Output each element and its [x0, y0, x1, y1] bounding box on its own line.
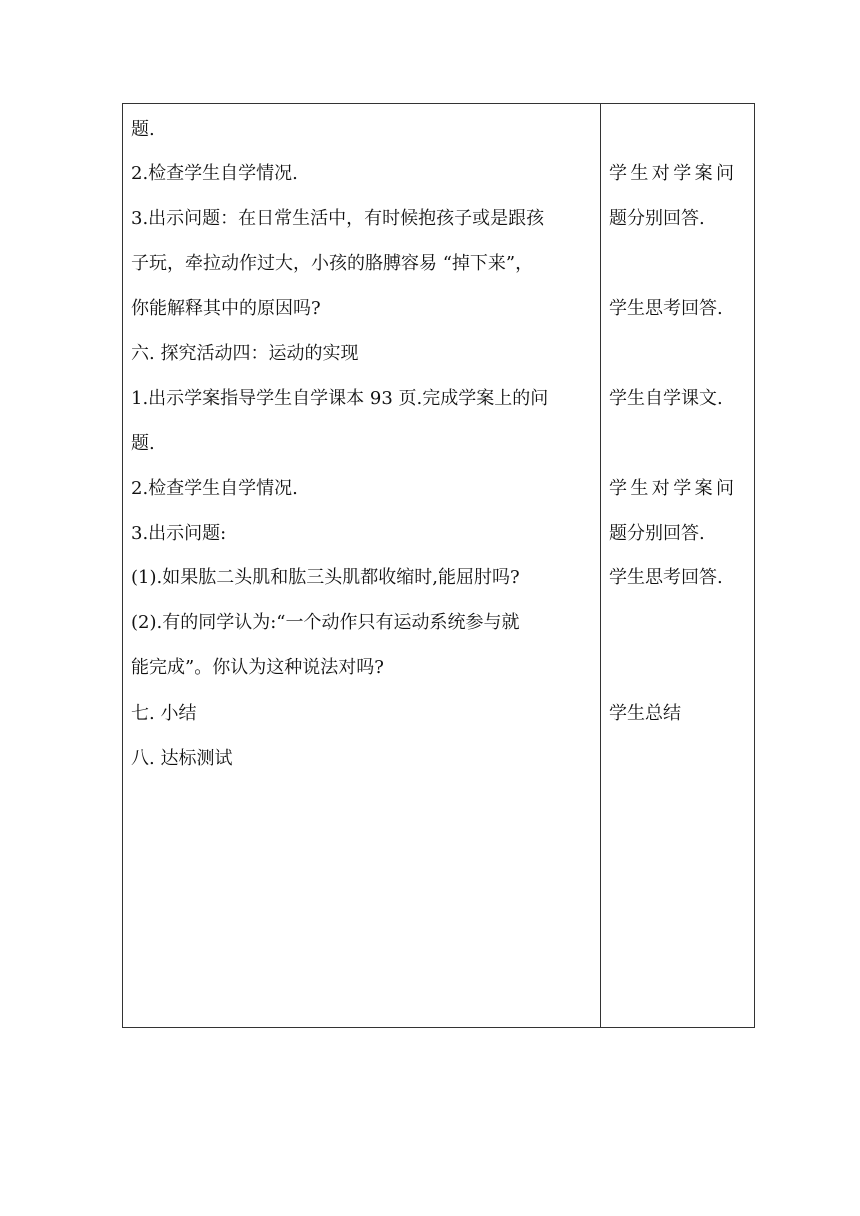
student-line: 题分别回答. — [609, 208, 705, 229]
section-heading: 六. 探究活动四：运动的实现 — [131, 343, 359, 364]
teaching-line: 3.出示问题: — [131, 523, 227, 544]
lesson-plan-table — [122, 103, 755, 1028]
student-line: 学生对学案问 — [609, 478, 738, 499]
student-line: 学生思考回答. — [609, 567, 723, 588]
teaching-line: 2.检查学生自学情况. — [131, 163, 298, 184]
student-line: 题分别回答. — [609, 523, 705, 544]
student-line: 学生思考回答. — [609, 298, 723, 319]
teaching-line: 题. — [131, 119, 155, 140]
teaching-line: (1).如果肱二头肌和肱三头肌都收缩时,能屈肘吗? — [131, 567, 520, 588]
teaching-line: 能完成”。你认为这种说法对吗? — [131, 657, 384, 678]
teaching-line: 你能解释其中的原因吗? — [131, 298, 321, 319]
section-heading: 七. 小结 — [131, 703, 197, 724]
section-heading: 八. 达标测试 — [131, 748, 233, 769]
student-line: 学生自学课文. — [609, 388, 723, 409]
student-line: 学生总结 — [609, 703, 681, 724]
teaching-line: 1.出示学案指导学生自学课本 93 页.完成学案上的问 — [131, 388, 549, 409]
teaching-line: 题. — [131, 433, 155, 454]
teaching-line: 子玩，牵拉动作过大，小孩的胳膊容易 “掉下来”， — [131, 253, 534, 274]
student-line: 学生对学案问 — [609, 163, 738, 184]
column-divider — [600, 104, 601, 1027]
teaching-line: (2).有的同学认为:“一个动作只有运动系统参与就 — [131, 612, 520, 633]
teaching-line: 2.检查学生自学情况. — [131, 478, 298, 499]
teaching-line: 3.出示问题：在日常生活中，有时候抱孩子或是跟孩 — [131, 208, 545, 229]
